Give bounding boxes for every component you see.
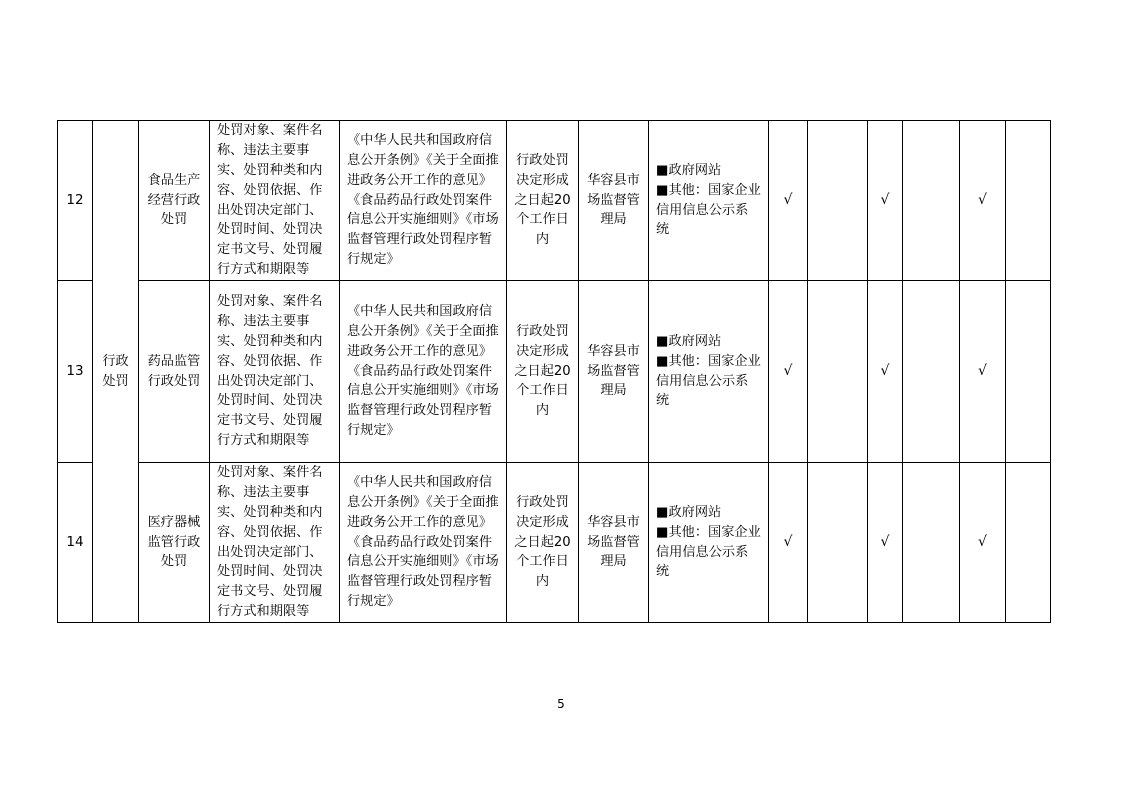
empty-cell [808,463,868,623]
channel-cell [649,121,769,281]
matter-cell: 医疗器械监管行政处罚 [139,463,210,623]
check-mark-a: √ [769,281,808,463]
row-number: 13 [58,281,93,463]
channel-website: ■政府网站 [656,333,722,349]
content-cell: 处罚对象、案件名称、违法主要事实、处罚种类和内容、处罚依据、作出处罚决定部门、处罚时间、处罚决定书文号、处罚履行方式和期限等 [210,281,340,463]
check-mark-b: √ [868,121,903,281]
time-limit-cell: 行政处罚决定形成之日起20个工作日内 [507,463,579,623]
empty-cell [1006,281,1051,463]
content-cell: 处罚对象、案件名称、违法主要事实、处罚种类和内容、处罚依据、作出处罚决定部门、处罚时间、处罚决定书文号、处罚履行方式和期限等 [210,121,340,281]
empty-cell [903,463,960,623]
table-row [58,281,1051,463]
channel-website: ■政府网站 [656,504,722,520]
channel-other: ■其他：国家企业信用信息公示系统 [656,182,761,238]
content-cell: 处罚对象、案件名称、违法主要事实、处罚种类和内容、处罚依据、作出处罚决定部门、处罚时间、处罚决定书文号、处罚履行方式和期限等 [210,463,340,623]
channel-cell [649,281,769,463]
check-mark-a: √ [769,463,808,623]
empty-cell [808,281,868,463]
empty-cell [1006,463,1051,623]
empty-cell [903,281,960,463]
subject-cell: 华容县市场监督管理局 [579,281,649,463]
page-number: 5 [557,697,565,711]
empty-cell [1006,121,1051,281]
check-mark-c: √ [960,281,1006,463]
check-mark-b: √ [868,463,903,623]
basis-cell: 《中华人民共和国政府信息公开条例》《关于全面推进政务公开工作的意见》《食品药品行政处罚案件信息公开实施细则》《市场监督管理行政处罚程序暂行规定》 [340,121,507,281]
matter-cell: 药品监管行政处罚 [139,281,210,463]
check-mark-c: √ [960,463,1006,623]
empty-cell [903,121,960,281]
channel-other: ■其他：国家企业信用信息公示系统 [656,524,761,580]
channel-website: ■政府网站 [656,162,722,178]
table-row [58,121,1051,281]
channel-cell [649,463,769,623]
basis-cell: 《中华人民共和国政府信息公开条例》《关于全面推进政务公开工作的意见》《食品药品行政处罚案件信息公开实施细则》《市场监督管理行政处罚程序暂行规定》 [340,281,507,463]
basis-cell: 《中华人民共和国政府信息公开条例》《关于全面推进政务公开工作的意见》《食品药品行政处罚案件信息公开实施细则》《市场监督管理行政处罚程序暂行规定》 [340,463,507,623]
check-mark-a: √ [769,121,808,281]
subject-cell: 华容县市场监督管理局 [579,463,649,623]
matter-cell: 食品生产经营行政处罚 [139,121,210,281]
check-mark-b: √ [868,281,903,463]
subject-cell: 华容县市场监督管理局 [579,121,649,281]
category-cell: 行政处罚 [93,121,139,623]
row-number: 12 [58,121,93,281]
time-limit-cell: 行政处罚决定形成之日起20个工作日内 [507,121,579,281]
row-number: 14 [58,463,93,623]
check-mark-c: √ [960,121,1006,281]
time-limit-cell: 行政处罚决定形成之日起20个工作日内 [507,281,579,463]
table-row [58,463,1051,623]
empty-cell [808,121,868,281]
channel-other: ■其他：国家企业信用信息公示系统 [656,353,761,409]
disclosure-table [57,120,1051,623]
